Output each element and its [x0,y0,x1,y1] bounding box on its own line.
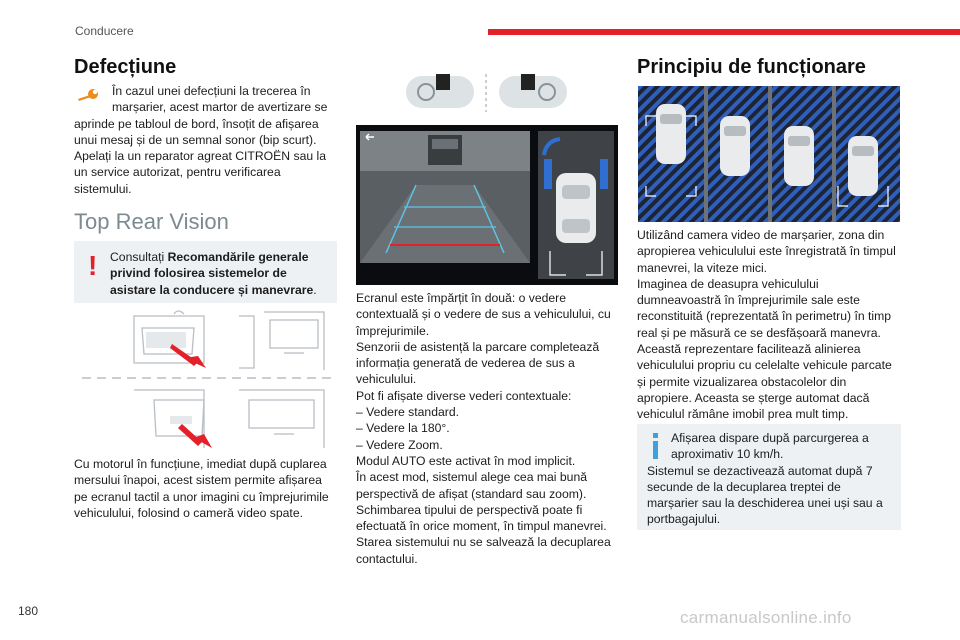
defect-rest: aprinde pe tabloul de bord, însoțit de afișarea unui mesaj și de un semnal sonor (bip scurt). Apelați la un reparator agreat CITROËN sau la un service autorizat, pentru verificarea sistemului. [74,116,326,196]
watermark: carmanualsonline.info [680,608,852,627]
principle-paragraph-1: Utilizând camera video de marșarier, zona din apropierea vehiculului este înregistrată în timpul manevrei, la viteze mici. [637,228,896,275]
screen-text-4: – Vedere standard. [356,405,459,420]
info-note-line-1: Afișarea dispare după parcurgerea a [671,431,869,445]
principle-description [637,227,899,423]
screen-description [356,290,618,567]
section-header: Conducere [75,24,134,38]
top-view-illustration [638,86,900,222]
exclamation-icon: ! [88,250,98,281]
defect-heading: Defecțiune [74,56,177,78]
defect-paragraph [74,83,336,197]
defect-line-1: În cazul unei defecțiuni la trecerea în [112,84,311,98]
info-note-rest: Sistemul se dezactivează automat după 7 secunde de la decuplarea treptei de marșarier sau la deschiderea unei uși sau a portbagajului. [647,463,883,527]
screen-text-6: – Vedere Zoom. [356,437,443,452]
principle-heading: Principiu de funcționare [637,56,866,78]
warning-note-text: Consultați Recomandările generale privind folosirea sistemelor de asistare la conducere și manevrare. [110,250,317,297]
rear-camera-illustration [74,308,336,450]
header-accent-bar [488,29,960,35]
screen-text-8: În acest mod, sistemul alege cea mai bună perspectivă de afișat (standard sau zoom). [356,470,588,501]
info-note [637,424,901,530]
screen-text-10: Starea sistemului nu se salvează la decuplarea contactului. [356,535,611,566]
screen-text-2: Senzorii de asistență la parcare completează informația generată de vederea de sus a vehiculului. [356,339,600,387]
principle-paragraph-2: Imaginea de deasupra vehiculului dumneavoastră în împrejurimile sale este reconstituită (reprezentată în perimetru) în timp real și pe măsură ce se desfășoară manevra. [637,276,892,340]
principle-paragraph-3: Această reprezentare facilitează alinierea vehiculului propriu cu celelalte vehicule parcate și permite vizualizarea obstacolelor din apropiere. Aceasta se șterge automat dacă vehiculul rămâne imobil prea mult timp. [637,342,892,422]
screen-text-7: Modul AUTO este activat în mod implicit. [356,453,576,468]
defect-line-2: marșarier, acest martor de avertizare se [112,100,328,115]
trv-heading: Top Rear Vision [74,209,229,234]
screen-text-9: Schimbarea tipului de perspectivă poate fi efectuată în orice moment, în timpul manevrei. [356,502,607,534]
page-number: 180 [18,604,39,618]
info-note-line-2: aproximativ 10 km/h. [671,447,784,462]
screen-text-1: Ecranul este împărțit în două: o vedere contextuală și o vedere de sus a vehiculului, cu împrejurimile. [356,291,611,338]
mirror-illustration [404,70,569,115]
screen-text-3: Pot fi afișate diverse vederi contextuale: [356,388,572,403]
camera-caption: Cu motorul în funcțiune, imediat după cuplarea mersului înapoi, acest sistem permite afișarea pe ecranul tactil a unor imagini cu împrejurimile vehiculului, folosind o cameră video spate. [74,457,329,520]
info-icon [651,433,660,459]
camera-screen [356,125,618,285]
screen-text-5: – Vedere la 180°. [356,421,450,436]
warning-note [74,241,337,303]
info-note-text [647,430,893,528]
